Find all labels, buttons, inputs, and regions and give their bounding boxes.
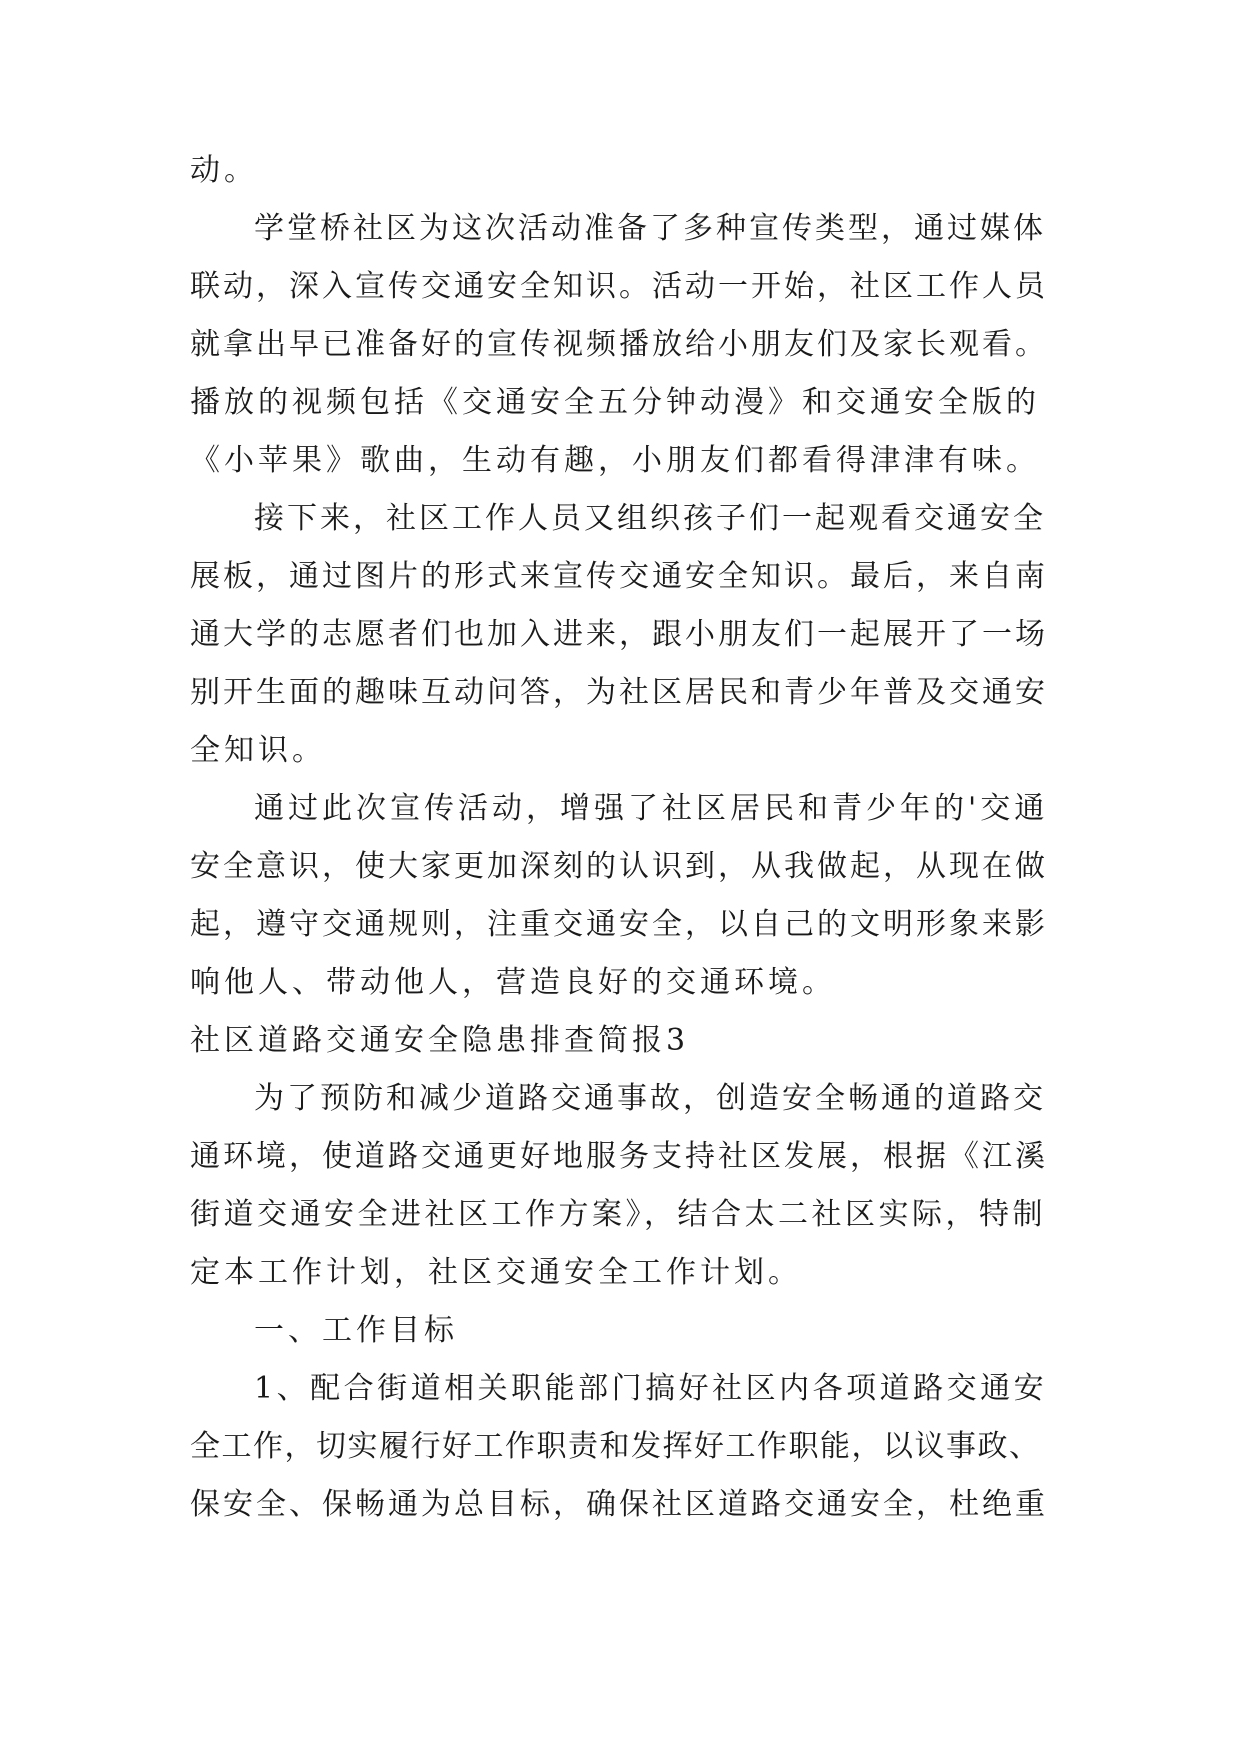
text-line: 联动，深入宣传交通安全知识。活动一开始，社区工作人员 — [190, 269, 1048, 304]
text-line: 通过此次宣传活动，增强了社区居民和青少年的'交通 — [254, 791, 1049, 826]
text-line: 为了预防和减少道路交通事故，创造安全畅通的道路交 — [254, 1081, 1046, 1116]
text-line: 学堂桥社区为这次活动准备了多种宣传类型，通过媒体 — [254, 211, 1046, 246]
text-line: 动。 — [190, 153, 258, 188]
section-heading: 社区道路交通安全隐患排查简报3 — [190, 1023, 690, 1058]
text-line: 就拿出早已准备好的宣传视频播放给小朋友们及家长观看。 — [190, 327, 1048, 362]
text-line: 街道交通安全进社区工作方案》，结合太二社区实际，特制 — [190, 1197, 1046, 1232]
text-line: 保安全、保畅通为总目标，确保社区道路交通安全，杜绝重 — [190, 1487, 1048, 1522]
text-line: 1、配合街道相关职能部门搞好社区内各项道路交通安 — [254, 1371, 1048, 1406]
text-line: 播放的视频包括《交通安全五分钟动漫》和交通安全版的 — [190, 385, 1040, 420]
text-line: 《小苹果》歌曲，生动有趣，小朋友们都看得津津有味。 — [190, 443, 1040, 478]
subsection-heading: 一、工作目标 — [254, 1313, 458, 1348]
text-line: 定本工作计划，社区交通安全工作计划。 — [190, 1255, 802, 1290]
text-line: 全知识。 — [190, 733, 326, 768]
text-line: 接下来，社区工作人员又组织孩子们一起观看交通安全 — [254, 501, 1046, 536]
text-line: 通环境，使道路交通更好地服务支持社区发展，根据《江溪 — [190, 1139, 1048, 1174]
text-line: 响他人、带动他人，营造良好的交通环境。 — [190, 965, 836, 1000]
text-line: 通大学的志愿者们也加入进来，跟小朋友们一起展开了一场 — [190, 617, 1048, 652]
text-line: 全工作，切实履行好工作职责和发挥好工作职能，以议事政、 — [190, 1429, 1041, 1464]
text-line: 安全意识，使大家更加深刻的认识到，从我做起，从现在做 — [190, 849, 1048, 884]
text-line: 展板，通过图片的形式来宣传交通安全知识。最后，来自南 — [190, 559, 1048, 594]
text-line: 别开生面的趣味互动问答，为社区居民和青少年普及交通安 — [190, 675, 1048, 710]
text-line: 起，遵守交通规则，注重交通安全，以自己的文明形象来影 — [190, 907, 1048, 942]
